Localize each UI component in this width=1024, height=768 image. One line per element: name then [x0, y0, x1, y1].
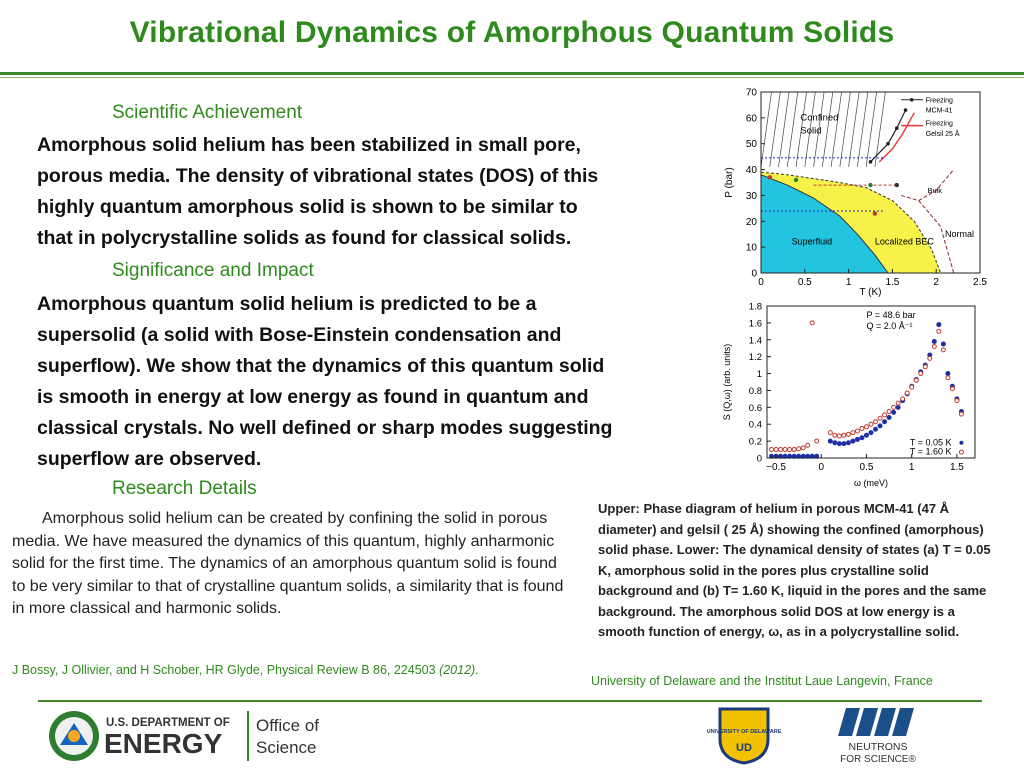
dos-point-1 — [869, 422, 873, 426]
dos-point-0 — [828, 439, 832, 443]
dos-point-1 — [892, 405, 896, 409]
research-text: Amorphous solid helium can be created by confining the solid in porous media. We have measured the dynamics of this quantum, highly anharmonic solid for the first time. The dynamics of an amorphous quantum solid is found to be very similar to that of crystalline quantum solids, a similarity that is found in more classical and harmonic solids. — [12, 510, 564, 617]
freezing-point — [904, 108, 908, 112]
legend-label: Freezing — [925, 120, 953, 128]
hatch-line — [787, 92, 798, 167]
y-tick-label: 40 — [745, 165, 757, 177]
dos-point-0 — [937, 323, 941, 327]
significance-line: is smooth in energy at low energy as found in quantum and — [37, 386, 589, 408]
y-tick-label: 0.2 — [748, 436, 762, 448]
phase-point — [768, 175, 772, 179]
legend-label: Gelsil 25 Å — [925, 130, 960, 138]
dos-point-0 — [846, 441, 850, 445]
y-tick-label: 30 — [745, 190, 757, 202]
dos-point-1 — [774, 448, 778, 452]
dos-point-1 — [846, 432, 850, 436]
ud-logo — [706, 705, 782, 765]
dos-point-1 — [941, 348, 945, 352]
dos-point-1 — [959, 412, 963, 416]
dos-point-1 — [887, 410, 891, 414]
hatch-line — [849, 92, 860, 167]
x-tick-label: 2 — [933, 277, 939, 288]
annotation-pressure: P = 48.6 bar — [866, 309, 916, 320]
dos-point-1 — [896, 401, 900, 405]
hatch-line — [857, 92, 868, 167]
dos-point-0 — [869, 431, 873, 435]
doe-line2: ENERGY — [104, 728, 223, 759]
office-line1: Office of — [256, 716, 319, 735]
hatch-line — [779, 92, 790, 167]
significance-text — [37, 289, 697, 475]
region-label-confined: Confined — [800, 112, 839, 124]
dos-point-1 — [851, 431, 855, 435]
freezing-point — [895, 126, 899, 130]
x-tick-label: 2.5 — [973, 277, 987, 288]
x-tick-label: 1.5 — [949, 462, 964, 473]
dos-point-1 — [779, 448, 783, 452]
dos-point-1 — [792, 448, 796, 452]
region-label-superfluid: Superfluid — [791, 236, 833, 247]
significance-line: superflow). We show that the dynamics of this quantum solid — [37, 355, 605, 377]
dos-point-0 — [896, 405, 900, 409]
dos-point-0 — [887, 415, 891, 419]
dos-point-1 — [860, 426, 864, 430]
y-tick-label: 1.2 — [748, 352, 762, 364]
dos-point-1 — [923, 365, 927, 369]
y-tick-label: 10 — [745, 242, 757, 254]
hatch-line — [866, 92, 877, 167]
y-tick-label: 50 — [745, 139, 757, 151]
ill-stripes-icon — [838, 708, 914, 736]
dos-point-0 — [892, 410, 896, 414]
y-axis-label: S (Q,ω) (arb. units) — [722, 343, 732, 421]
dos-point-0 — [946, 372, 950, 376]
y-tick-label: 0.8 — [748, 385, 762, 397]
dos-point-1 — [806, 443, 810, 447]
phase-point — [868, 183, 872, 187]
footer-rule — [38, 700, 982, 702]
research-heading: Research Details — [112, 478, 257, 499]
region-label-solid: Solid — [800, 125, 822, 137]
achievement-line: that in polycrystalline solids as found for classical solids. — [37, 227, 572, 249]
title-rule — [0, 72, 1024, 75]
dos-point-1 — [950, 387, 954, 391]
dos-point-0 — [941, 342, 945, 346]
y-tick-label: 0.4 — [748, 419, 762, 431]
dos-point-1 — [828, 431, 832, 435]
y-tick-label: 70 — [745, 87, 757, 99]
dos-point-1 — [864, 425, 868, 429]
legend-label: T = 1.60 K — [909, 446, 952, 457]
dos-point-1 — [874, 420, 878, 424]
legend-label: MCM-41 — [925, 107, 953, 115]
hatch-line — [770, 92, 781, 167]
x-tick-label: −0.5 — [766, 462, 786, 473]
dos-point-1 — [932, 345, 936, 349]
dos-point-0 — [864, 433, 868, 437]
ud-text: UNIVERSITY OF DELAWARE — [706, 729, 782, 735]
dos-point-1 — [955, 399, 959, 403]
hatch-line — [761, 92, 772, 167]
region-label-normal: Normal — [944, 228, 974, 239]
dos-point-0 — [851, 439, 855, 443]
significance-heading: Significance and Impact — [112, 260, 314, 281]
dos-point-1 — [855, 429, 859, 433]
ud-monogram-icon: UD — [736, 742, 752, 754]
legend-marker — [910, 98, 914, 102]
x-tick-label: 0.5 — [797, 277, 812, 288]
dos-point-1 — [770, 448, 774, 452]
dos-point-1 — [801, 446, 805, 450]
dos-point-1 — [901, 397, 905, 401]
dos-point-1 — [842, 433, 846, 437]
y-tick-label: 1.8 — [748, 301, 762, 313]
x-tick-label: 0 — [818, 462, 825, 473]
figure-caption: Upper: Phase diagram of helium in porous MCM-41 (47 Å diameter) and gelsil ( 25 Å) showing the confined (amorphous) solid phase. Lower: The dynamical density of states (a) T = 0.05 K, amorphous solid in the pores plus crystalline solid background and (b) T= 1.60 K, liquid in the pores and the same background. The amorphous solid DOS at low energy is a smooth function of energy, ω, as in a polycrystalline solid. — [598, 501, 991, 639]
dos-point-0 — [860, 436, 864, 440]
y-tick-label: 1.6 — [748, 318, 762, 330]
y-tick-label: 0 — [751, 268, 757, 280]
phase-point — [873, 211, 877, 215]
ill-text2: FOR SCIENCE® — [840, 754, 916, 765]
dos-point-1 — [878, 416, 882, 420]
y-tick-label: 1 — [756, 369, 762, 381]
x-tick-label: 1 — [908, 462, 915, 473]
y-tick-label: 60 — [745, 113, 757, 125]
significance-line: classical crystals. No well defined or sharp modes suggesting — [37, 417, 613, 439]
dos-point-0 — [855, 437, 859, 441]
y-axis-label: P (bar) — [724, 167, 735, 198]
dos-point-1 — [810, 321, 814, 325]
hatch-line — [840, 92, 851, 167]
hatch-line — [822, 92, 833, 167]
legend-label: T = 0.05 K — [909, 437, 952, 448]
ud-shield-icon — [720, 709, 768, 763]
x-tick-label: 1.5 — [885, 277, 900, 288]
achievement-line: porous media. The density of vibrational states (DOS) of this — [37, 165, 599, 187]
achievement-line: highly quantum amorphous solid is shown to be similar to — [37, 196, 578, 218]
dos-point-1 — [905, 391, 909, 395]
dos-point-1 — [919, 372, 923, 376]
y-tick-label: 0.6 — [748, 402, 762, 414]
citation-text: J Bossy, J Ollivier, and H Schober, HR Glyde, Physical Review B 86, 224503 — [12, 663, 436, 677]
x-tick-label: 1 — [845, 277, 852, 288]
doe-line1: U.S. DEPARTMENT OF — [106, 717, 230, 729]
title-rule-thin — [0, 77, 1024, 78]
legend-marker — [959, 441, 963, 445]
phase-point — [794, 178, 798, 182]
achievement-heading: Scientific Achievement — [112, 102, 303, 123]
y-tick-label: 20 — [745, 216, 757, 228]
legend-marker — [959, 450, 963, 454]
legend-label: Freezing — [925, 97, 953, 105]
page-title: Vibrational Dynamics of Amorphous Quantum Solids — [129, 16, 895, 49]
phase-diagram-chart — [722, 86, 992, 298]
dos-point-1 — [837, 434, 841, 438]
x-tick-label: 0.5 — [859, 462, 874, 473]
dos-point-0 — [837, 442, 841, 446]
dos-point-1 — [833, 433, 837, 437]
x-axis-label: T (K) — [859, 287, 882, 298]
freezing-point — [869, 160, 873, 164]
ill-text1: NEUTRONS — [848, 741, 908, 753]
dos-point-0 — [874, 427, 878, 431]
y-tick-label: 1.4 — [748, 335, 762, 347]
dos-point-1 — [815, 439, 819, 443]
dos-point-0 — [878, 424, 882, 428]
phase-point — [895, 183, 899, 187]
significance-line: supersolid (a solid with Bose-Einstein condensation and — [37, 324, 562, 346]
region-label-bec: Localized BEC — [874, 236, 934, 247]
significance-line: superflow are observed. — [37, 448, 262, 470]
x-axis-label: ω (meV) — [853, 478, 889, 488]
hatch-line — [831, 92, 842, 167]
dos-point-1 — [937, 329, 941, 333]
office-line2: Science — [256, 738, 317, 757]
freezing-point — [886, 142, 890, 146]
citation — [12, 663, 479, 677]
dos-point-0 — [932, 339, 936, 343]
dos-chart — [722, 300, 987, 498]
citation-year: (2012). — [439, 663, 479, 677]
y-tick-label: 0 — [756, 453, 762, 465]
achievement-line: Amorphous solid helium has been stabilized in small pore, — [37, 134, 581, 156]
series-line-1 — [879, 113, 914, 162]
dos-point-1 — [910, 385, 914, 389]
affiliation: University of Delaware and the Institut Laue Langevin, France — [591, 674, 933, 688]
dos-point-1 — [797, 447, 801, 451]
dos-point-1 — [946, 376, 950, 380]
dos-point-1 — [788, 448, 792, 452]
dos-point-1 — [914, 378, 918, 382]
dos-point-1 — [783, 448, 787, 452]
region-label-bulk: Bulk — [927, 185, 943, 195]
dos-point-1 — [883, 413, 887, 417]
significance-line: Amorphous quantum solid helium is predicted to be a — [37, 293, 537, 315]
dos-point-0 — [883, 420, 887, 424]
ill-logo — [838, 704, 918, 766]
doe-logo — [48, 707, 338, 765]
research-body — [12, 508, 567, 621]
x-tick-label: 0 — [758, 277, 764, 288]
dos-point-0 — [833, 441, 837, 445]
dos-point-0 — [842, 442, 846, 446]
annotation-q: Q = 2.0 Å⁻¹ — [866, 320, 913, 331]
achievement-text — [37, 130, 697, 254]
dos-point-1 — [928, 356, 932, 360]
